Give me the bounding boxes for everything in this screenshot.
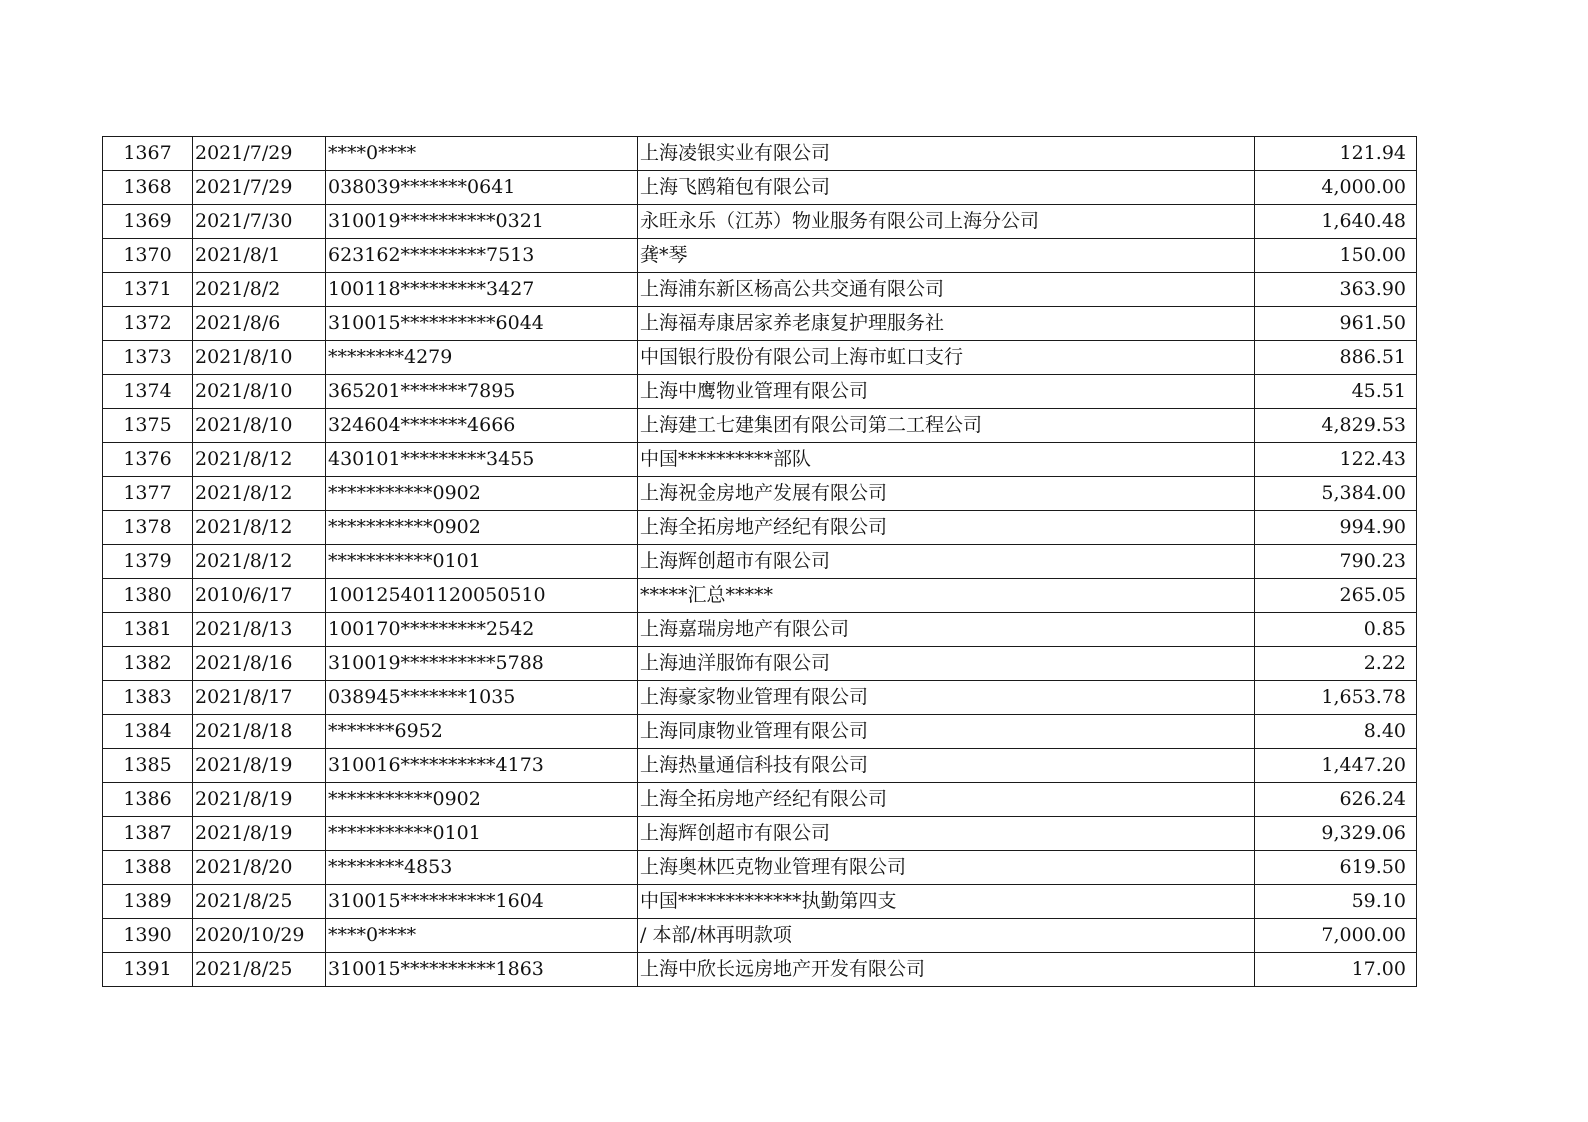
account-number-cell: 623162*********7513: [326, 239, 638, 273]
row-number-cell: 1367: [103, 137, 193, 171]
row-number-cell: 1368: [103, 171, 193, 205]
amount-cell: 17.00: [1255, 953, 1417, 987]
row-number-cell: 1379: [103, 545, 193, 579]
account-number-cell: ***********0902: [326, 477, 638, 511]
table-row: [103, 919, 1417, 953]
row-number-cell: 1388: [103, 851, 193, 885]
account-number-cell: *******6952: [326, 715, 638, 749]
account-number-cell: 310016**********4173: [326, 749, 638, 783]
amount-cell: 1,653.78: [1255, 681, 1417, 715]
date-cell: 2021/8/17: [193, 681, 326, 715]
payer-name-cell: *****汇总*****: [638, 579, 1255, 613]
date-cell: 2021/8/18: [193, 715, 326, 749]
table-row: [103, 273, 1417, 307]
date-cell: 2021/8/6: [193, 307, 326, 341]
payer-name-cell: 上海凌银实业有限公司: [638, 137, 1255, 171]
account-number-cell: 310019**********5788: [326, 647, 638, 681]
table-row: [103, 205, 1417, 239]
row-number-cell: 1370: [103, 239, 193, 273]
date-cell: 2021/8/12: [193, 477, 326, 511]
payer-name-cell: 上海祝金房地产发展有限公司: [638, 477, 1255, 511]
table-row: [103, 307, 1417, 341]
amount-cell: 886.51: [1255, 341, 1417, 375]
account-number-cell: 100170*********2542: [326, 613, 638, 647]
account-number-cell: ********4853: [326, 851, 638, 885]
account-number-cell: 310015**********1604: [326, 885, 638, 919]
date-cell: 2020/10/29: [193, 919, 326, 953]
amount-cell: 8.40: [1255, 715, 1417, 749]
table-row: [103, 511, 1417, 545]
date-cell: 2021/8/12: [193, 443, 326, 477]
date-cell: 2021/7/29: [193, 171, 326, 205]
payer-name-cell: 龚*琴: [638, 239, 1255, 273]
row-number-cell: 1377: [103, 477, 193, 511]
date-cell: 2021/8/10: [193, 341, 326, 375]
payer-name-cell: 上海豪家物业管理有限公司: [638, 681, 1255, 715]
payer-name-cell: 上海全拓房地产经纪有限公司: [638, 511, 1255, 545]
account-number-cell: 100118*********3427: [326, 273, 638, 307]
table-row: [103, 443, 1417, 477]
amount-cell: 790.23: [1255, 545, 1417, 579]
payer-name-cell: 中国*************执勤第四支: [638, 885, 1255, 919]
amount-cell: 45.51: [1255, 375, 1417, 409]
date-cell: 2021/8/13: [193, 613, 326, 647]
amount-cell: 2.22: [1255, 647, 1417, 681]
amount-cell: 1,447.20: [1255, 749, 1417, 783]
table-row: [103, 545, 1417, 579]
payer-name-cell: 上海浦东新区杨高公共交通有限公司: [638, 273, 1255, 307]
date-cell: 2021/8/19: [193, 783, 326, 817]
date-cell: 2021/8/12: [193, 545, 326, 579]
amount-cell: 0.85: [1255, 613, 1417, 647]
amount-cell: 1,640.48: [1255, 205, 1417, 239]
table-row: [103, 681, 1417, 715]
row-number-cell: 1372: [103, 307, 193, 341]
payer-name-cell: 上海飞鸥箱包有限公司: [638, 171, 1255, 205]
payer-name-cell: 上海建工七建集团有限公司第二工程公司: [638, 409, 1255, 443]
row-number-cell: 1385: [103, 749, 193, 783]
amount-cell: 994.90: [1255, 511, 1417, 545]
account-number-cell: 310015**********1863: [326, 953, 638, 987]
row-number-cell: 1381: [103, 613, 193, 647]
payer-name-cell: / 本部/林再明款项: [638, 919, 1255, 953]
amount-cell: 619.50: [1255, 851, 1417, 885]
date-cell: 2021/8/19: [193, 817, 326, 851]
row-number-cell: 1389: [103, 885, 193, 919]
payer-name-cell: 上海同康物业管理有限公司: [638, 715, 1255, 749]
table-row: [103, 715, 1417, 749]
row-number-cell: 1371: [103, 273, 193, 307]
date-cell: 2021/8/25: [193, 953, 326, 987]
account-number-cell: 365201*******7895: [326, 375, 638, 409]
table-row: [103, 137, 1417, 171]
account-number-cell: ***********0101: [326, 817, 638, 851]
table-row: [103, 375, 1417, 409]
amount-cell: 122.43: [1255, 443, 1417, 477]
table-row: [103, 579, 1417, 613]
account-number-cell: 430101*********3455: [326, 443, 638, 477]
date-cell: 2021/8/25: [193, 885, 326, 919]
amount-cell: 121.94: [1255, 137, 1417, 171]
row-number-cell: 1373: [103, 341, 193, 375]
table-row: [103, 477, 1417, 511]
date-cell: 2021/7/29: [193, 137, 326, 171]
account-number-cell: 310019**********0321: [326, 205, 638, 239]
row-number-cell: 1378: [103, 511, 193, 545]
account-number-cell: ****0****: [326, 137, 638, 171]
account-number-cell: ***********0902: [326, 783, 638, 817]
date-cell: 2021/8/10: [193, 375, 326, 409]
date-cell: 2021/7/30: [193, 205, 326, 239]
table-row: [103, 749, 1417, 783]
table-row: [103, 409, 1417, 443]
account-number-cell: 324604*******4666: [326, 409, 638, 443]
amount-cell: 265.05: [1255, 579, 1417, 613]
table-row: [103, 885, 1417, 919]
table-row: [103, 613, 1417, 647]
payer-name-cell: 中国**********部队: [638, 443, 1255, 477]
account-number-cell: ***********0101: [326, 545, 638, 579]
row-number-cell: 1384: [103, 715, 193, 749]
amount-cell: 150.00: [1255, 239, 1417, 273]
row-number-cell: 1387: [103, 817, 193, 851]
account-number-cell: ********4279: [326, 341, 638, 375]
row-number-cell: 1375: [103, 409, 193, 443]
amount-cell: 9,329.06: [1255, 817, 1417, 851]
row-number-cell: 1391: [103, 953, 193, 987]
date-cell: 2021/8/16: [193, 647, 326, 681]
payer-name-cell: 上海中欣长远房地产开发有限公司: [638, 953, 1255, 987]
table-row: [103, 783, 1417, 817]
amount-cell: 363.90: [1255, 273, 1417, 307]
table-row: [103, 171, 1417, 205]
payer-name-cell: 上海嘉瑞房地产有限公司: [638, 613, 1255, 647]
row-number-cell: 1390: [103, 919, 193, 953]
payer-name-cell: 上海辉创超市有限公司: [638, 817, 1255, 851]
row-number-cell: 1380: [103, 579, 193, 613]
amount-cell: 59.10: [1255, 885, 1417, 919]
amount-cell: 4,000.00: [1255, 171, 1417, 205]
amount-cell: 5,384.00: [1255, 477, 1417, 511]
table-row: [103, 239, 1417, 273]
table-row: [103, 851, 1417, 885]
table-row: [103, 817, 1417, 851]
account-number-cell: 100125401120050510: [326, 579, 638, 613]
row-number-cell: 1376: [103, 443, 193, 477]
amount-cell: 626.24: [1255, 783, 1417, 817]
date-cell: 2021/8/20: [193, 851, 326, 885]
account-number-cell: ***********0902: [326, 511, 638, 545]
payer-name-cell: 上海迪洋服饰有限公司: [638, 647, 1255, 681]
payer-name-cell: 上海中鹰物业管理有限公司: [638, 375, 1255, 409]
payer-name-cell: 上海奥林匹克物业管理有限公司: [638, 851, 1255, 885]
date-cell: 2021/8/10: [193, 409, 326, 443]
row-number-cell: 1386: [103, 783, 193, 817]
account-number-cell: ****0****: [326, 919, 638, 953]
amount-cell: 4,829.53: [1255, 409, 1417, 443]
payer-name-cell: 中国银行股份有限公司上海市虹口支行: [638, 341, 1255, 375]
payer-name-cell: 上海全拓房地产经纪有限公司: [638, 783, 1255, 817]
account-number-cell: 310015**********6044: [326, 307, 638, 341]
account-number-cell: 038945*******1035: [326, 681, 638, 715]
row-number-cell: 1374: [103, 375, 193, 409]
date-cell: 2010/6/17: [193, 579, 326, 613]
date-cell: 2021/8/1: [193, 239, 326, 273]
row-number-cell: 1383: [103, 681, 193, 715]
date-cell: 2021/8/12: [193, 511, 326, 545]
amount-cell: 961.50: [1255, 307, 1417, 341]
payer-name-cell: 上海热量通信科技有限公司: [638, 749, 1255, 783]
payer-name-cell: 永旺永乐（江苏）物业服务有限公司上海分公司: [638, 205, 1255, 239]
table-row: [103, 953, 1417, 987]
date-cell: 2021/8/2: [193, 273, 326, 307]
records-table-body: [103, 137, 1417, 987]
row-number-cell: 1369: [103, 205, 193, 239]
payer-name-cell: 上海辉创超市有限公司: [638, 545, 1255, 579]
row-number-cell: 1382: [103, 647, 193, 681]
table-row: [103, 647, 1417, 681]
amount-cell: 7,000.00: [1255, 919, 1417, 953]
records-table: [102, 136, 1417, 987]
table-row: [103, 341, 1417, 375]
account-number-cell: 038039*******0641: [326, 171, 638, 205]
date-cell: 2021/8/19: [193, 749, 326, 783]
payer-name-cell: 上海福寿康居家养老康复护理服务社: [638, 307, 1255, 341]
